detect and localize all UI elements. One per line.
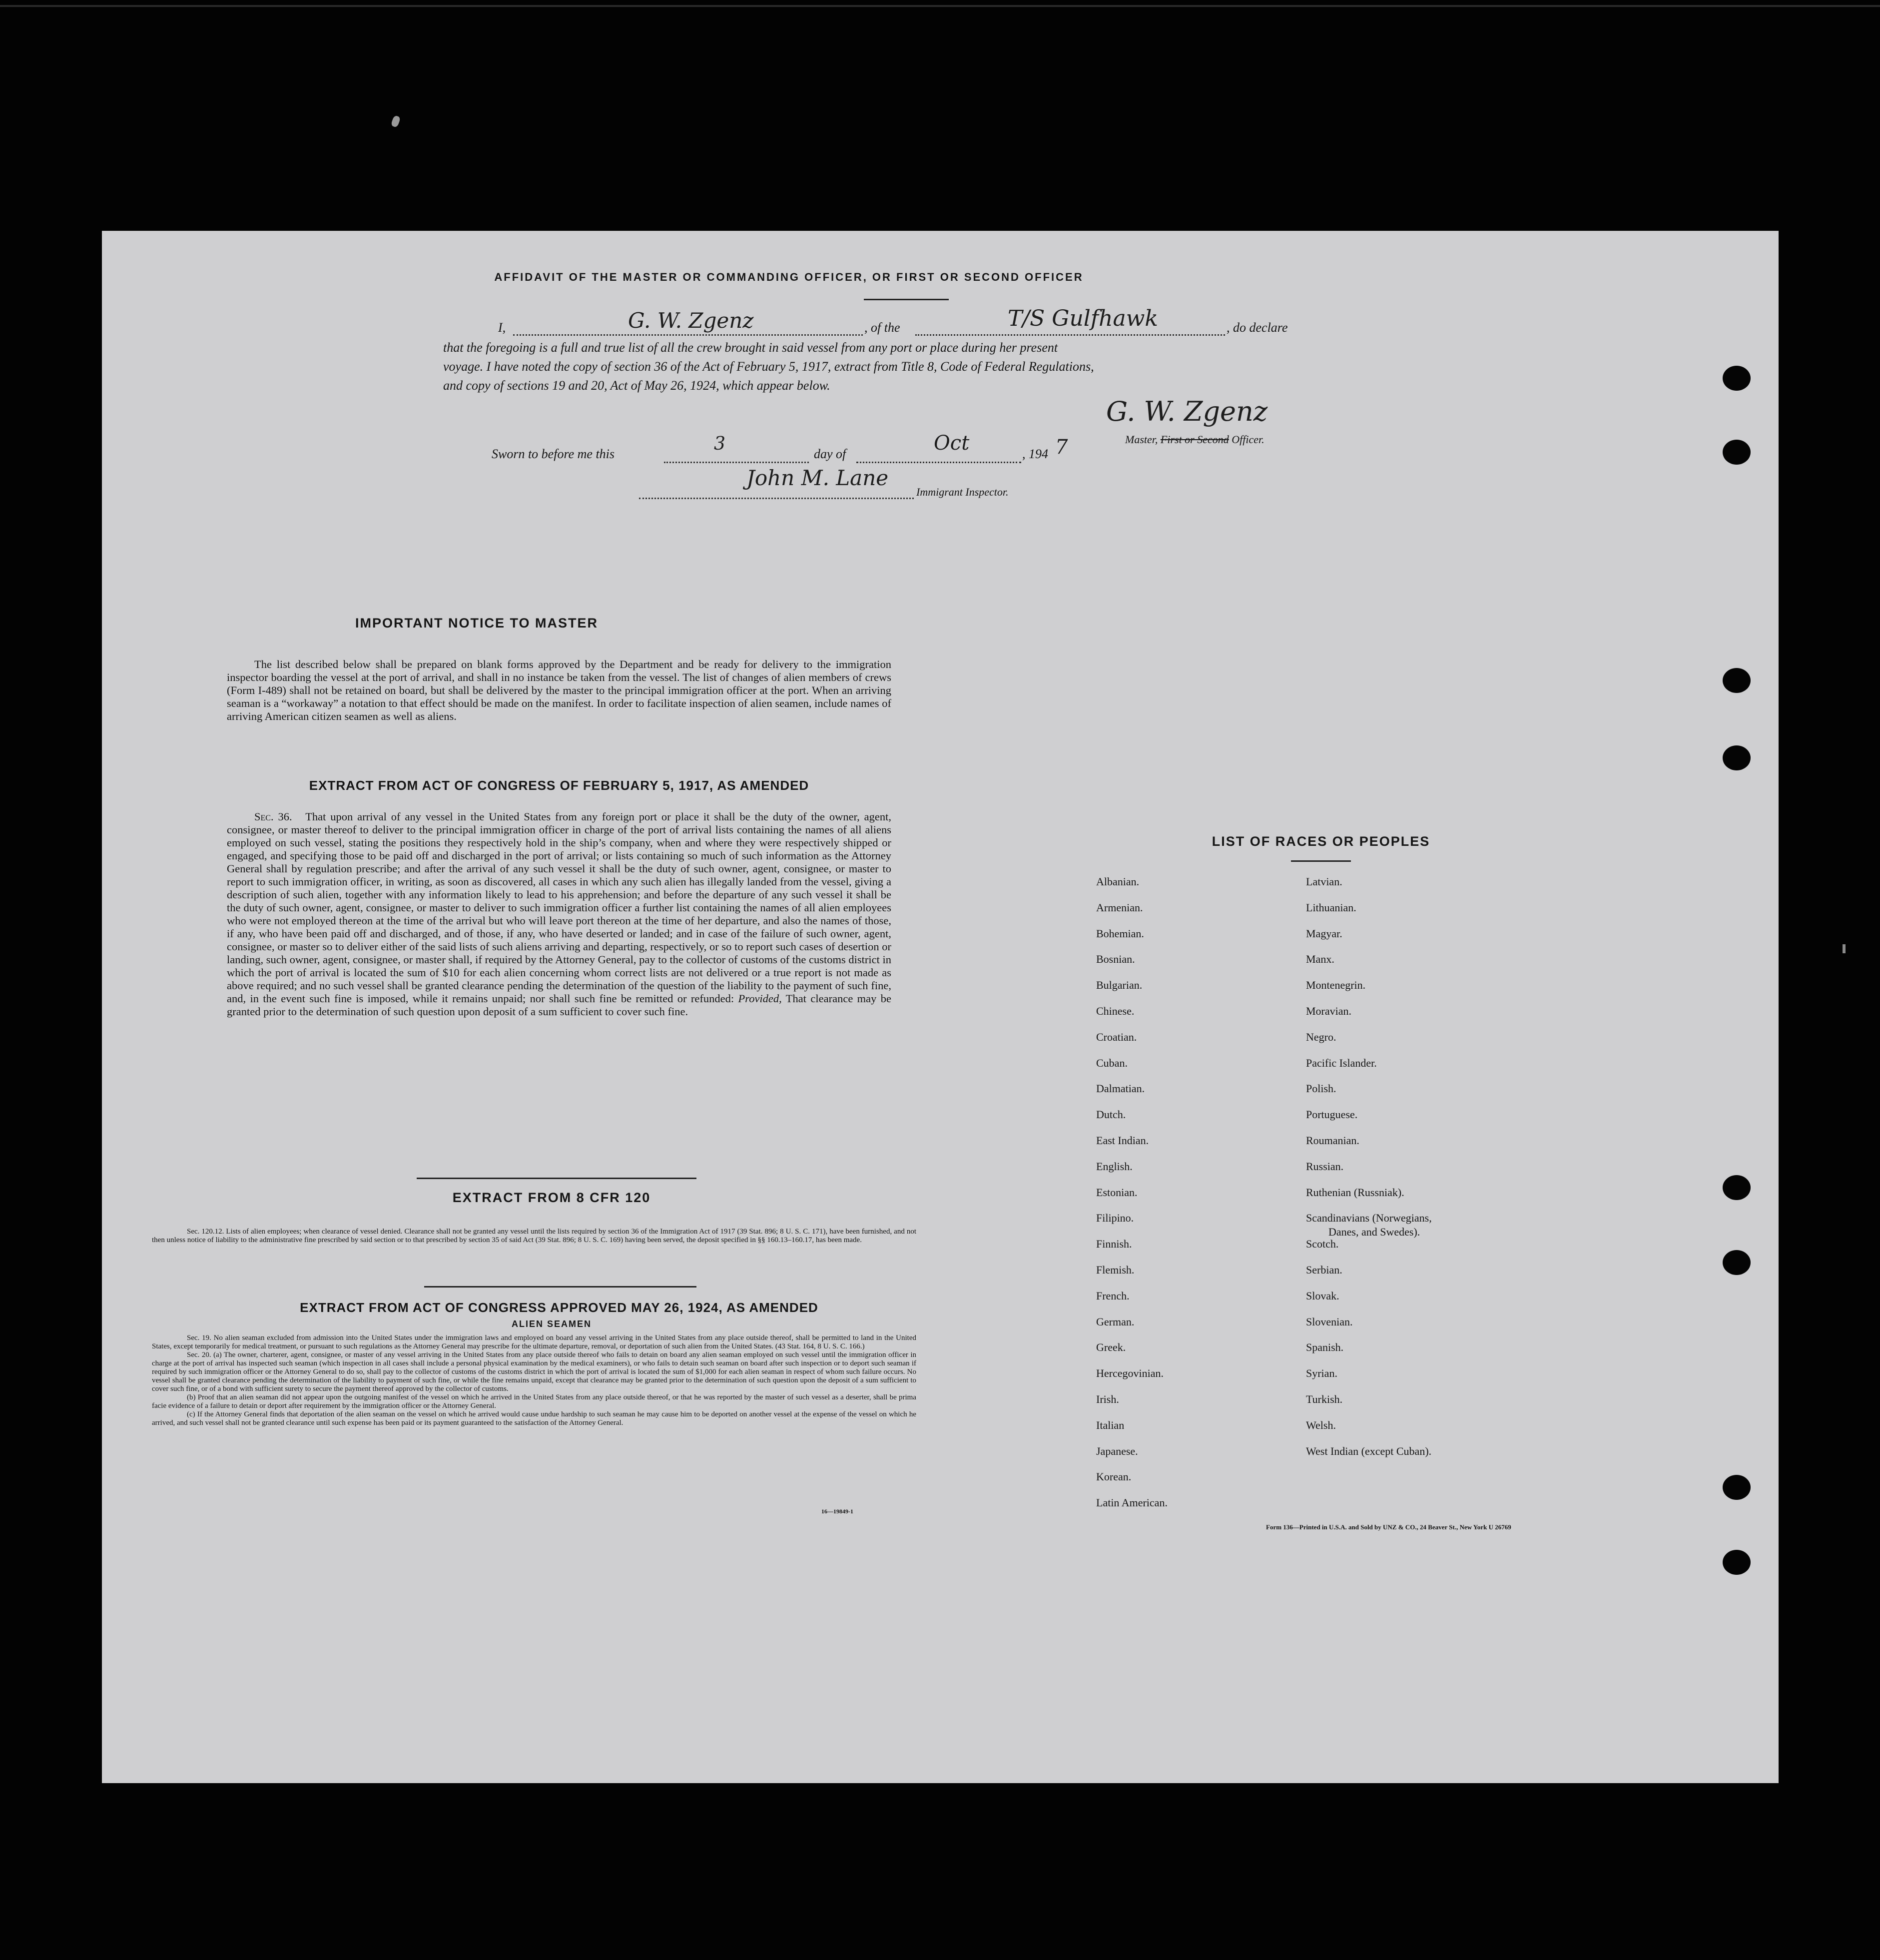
race-item: Armenian. [1096, 901, 1143, 914]
divider [1291, 860, 1351, 862]
race-item: Russian. [1306, 1160, 1344, 1173]
punch-hole [1723, 668, 1751, 693]
vessel-name-handwritten: T/S Gulfhawk [1008, 306, 1159, 331]
race-item: Turkish. [1306, 1393, 1343, 1405]
punch-hole [1723, 1175, 1751, 1200]
punch-hole [1723, 1250, 1751, 1275]
race-item: Syrian. [1306, 1367, 1337, 1379]
extract-1924-title: EXTRACT FROM ACT OF CONGRESS APPROVED MAY 26, 1924, AS AMENDED [300, 1300, 818, 1315]
race-item: Finnish. [1096, 1238, 1132, 1250]
race-item: Serbian. [1306, 1264, 1342, 1276]
race-item: Montenegrin. [1306, 979, 1366, 991]
print-code: 16—19849-1 [821, 1508, 853, 1515]
race-item: Bulgarian. [1096, 979, 1143, 991]
of-the-label: , of the [864, 320, 900, 335]
sworn-day: 3 [714, 434, 725, 454]
race-item: German. [1096, 1315, 1135, 1328]
sec-20c: (c) If the Attorney General finds that deportation of the alien seaman on the vessel on which he arrived would cause undue hardship to such seaman he may cause him to be deported on another vessel at the expense of the vessel on which he arrived, and such vessel shall not be granted clearance until such expense has been paid or its payment guaranteed to the satisfaction of the Attorney General. [152, 1410, 916, 1427]
race-item: Roumanian. [1306, 1134, 1359, 1147]
punch-hole [1723, 366, 1751, 391]
race-item: Estonian. [1096, 1186, 1138, 1199]
divider [417, 1178, 696, 1179]
extract-1917-text: Sec. 36. That upon arrival of any vessel in the United States from any foreign port or place it shall be the duty of the owner, agent, consignee, or master thereof to deliver to the principal immigration officer in charge of the port of arrival lists containing the names of all aliens employed on such vessel, stating the positions they respectively hold in the ship’s company, when and where they were respectively shipped or engaged, and specifying those to be paid off and discharged in the port of arrival; or lists containing so much of such information as the Attorney General shall by regulation prescribe; and after the arrival of any such vessel it shall be the duty of such owner, agent, consignee, or master to report to such immigration officer, in writing, as soon as discovered, all cases in which any such alien has illegally landed from the vessel, giving a description of such alien, together with any information likely to lead to his apprehension; and before the departure of any such vessel it shall be the duty of such owner, agent, consignee, or master to deliver to such immigration officer a further list containing the names of all alien employees who were not employed thereon at the time of the arrival but who will leave port thereon at the time of her departure, and also the names of those, if any, who have been paid off and discharged, and of those, if any, who have deserted or landed; and in case of the failure of such owner, agent, consignee, or master so to deliver either of the said lists of such aliens arriving and departing, respectively, or so to report such cases of desertion or landing, such owner, agent, consignee, or master shall, if required by the Attorney General, pay to the collector of customs of the customs district in which the port of arrival is located the sum of $10 for each alien concerning whom correct lists are not delivered or a true report is not made as above required; and no such vessel shall be granted clearance pending the determination of the question of the liability to the payment of such fine, and, in the event such fine is imposed, while it remains unpaid; nor shall such fine be remitted or refunded: Provided, That clearance may be granted prior to the determination of such question upon deposit of a sum sufficient to cover such fine. [227, 810, 892, 1018]
declaration-line: voyage. I have noted the copy of section 36 of the Act of February 5, 1917, extract from Title 8, Code of Federal Regulations, [443, 359, 1094, 374]
race-item: Ruthenian (Russniak). [1306, 1186, 1404, 1199]
scan-dust-speck [391, 115, 401, 127]
punch-hole [1723, 1475, 1751, 1500]
punch-hole [1723, 440, 1751, 465]
affidavit-title: AFFIDAVIT OF THE MASTER OR COMMANDING OFFICER, OR FIRST OR SECOND OFFICER [494, 271, 1084, 283]
race-item: Slovak. [1306, 1290, 1339, 1302]
divider [864, 299, 949, 300]
race-item: Bohemian. [1096, 927, 1144, 940]
race-item: Albanian. [1096, 875, 1140, 888]
inspector-signature: John M. Lane [746, 466, 889, 490]
declaration-line: that the foregoing is a full and true list of all the crew brought in said vessel from any port or place during her present [443, 340, 1058, 355]
race-item: Lithuanian. [1306, 901, 1356, 914]
notice-title: IMPORTANT NOTICE TO MASTER [355, 616, 598, 631]
notice-text: The list described below shall be prepared on blank forms approved by the Department and be ready for delivery to the immigration inspector boarding the vessel at the port of arrival, and shall in no instance be taken from the vessel. The list of changes of alien members of crews (Form I-489) shall not be retained on board, but shall be delivered by the master to the principal immigration officer at the port. When an arriving seaman is a “workaway” a notation to that effect should be made on the manifest. In order to facilitate inspection of alien seamen, include names of arriving American citizen seamen as well as aliens. [227, 658, 891, 722]
master-signature: G. W. Zgenz [1106, 396, 1268, 427]
sec-20b: (b) Proof that an alien seaman did not appear upon the outgoing manifest of the vessel on which he arrived in the United States from any place outside thereof, or that he was reported by the master of such vessel as a deserter, shall be prima facie evidence of a failure to detain or deport after requirement by the immigration officer or the Attorney General. [152, 1393, 916, 1410]
race-item: Welsh. [1306, 1419, 1336, 1431]
race-item: Manx. [1306, 953, 1334, 965]
race-item: Spanish. [1306, 1341, 1344, 1353]
officer-name-signature: G. W. Zgenz [628, 308, 754, 333]
race-item: Cuban. [1096, 1057, 1128, 1069]
race-item: Chinese. [1096, 1005, 1135, 1017]
extract-cfr-title: EXTRACT FROM 8 CFR 120 [452, 1190, 651, 1205]
race-item: Japanese. [1096, 1445, 1138, 1457]
race-item: Filipino. [1096, 1212, 1134, 1224]
master-signature-caption: Master, First or Second Officer. [1125, 433, 1264, 446]
day-line [664, 448, 809, 463]
race-item: Latvian. [1306, 875, 1342, 888]
race-item: Bosnian. [1096, 953, 1135, 965]
race-item: Polish. [1306, 1082, 1336, 1095]
race-item: Negro. [1306, 1031, 1336, 1043]
race-item: Hercegovinian. [1096, 1367, 1164, 1379]
race-item: Danes, and Swedes). [1328, 1226, 1420, 1238]
races-right-column [1306, 875, 1606, 1525]
race-item: Italian [1096, 1419, 1125, 1431]
extract-1924-text [152, 1334, 916, 1427]
race-item: Dutch. [1096, 1108, 1126, 1121]
race-item: Portuguese. [1306, 1108, 1358, 1121]
inspector-caption: Immigrant Inspector. [916, 486, 1009, 498]
affidavit-i-label: I, [498, 320, 506, 335]
race-item: West Indian (except Cuban). [1306, 1445, 1432, 1457]
scan-dust-speck [1843, 944, 1846, 953]
declaration-line: and copy of sections 19 and 20, Act of May 26, 1924, which appear below. [443, 378, 830, 393]
sworn-line: Sworn to before me this 3 day of Oct , 194 7 [492, 447, 1191, 477]
divider [424, 1286, 696, 1288]
race-item: Scandinavians (Norwegians, [1306, 1212, 1432, 1224]
race-item: Magyar. [1306, 927, 1342, 940]
affidavit-declaration [443, 306, 1482, 395]
sworn-year: 7 [1055, 436, 1068, 459]
punch-hole [1723, 1550, 1751, 1575]
document-page [102, 231, 1779, 1783]
extract-1924-subtitle: ALIEN SEAMEN [511, 1319, 592, 1329]
race-item: Greek. [1096, 1341, 1126, 1353]
race-item: East Indian. [1096, 1134, 1149, 1147]
scan-top-edge [0, 5, 1880, 7]
sworn-month: Oct [934, 432, 970, 455]
race-item: Scotch. [1306, 1238, 1339, 1250]
punch-hole [1723, 745, 1751, 770]
form-footer: Form 136—Printed in U.S.A. and Sold by UNZ & CO., 24 Beaver St., New York U 26769 [1266, 1523, 1511, 1531]
race-item: Flemish. [1096, 1264, 1135, 1276]
extract-1917-title: EXTRACT FROM ACT OF CONGRESS OF FEBRUARY 5, 1917, AS AMENDED [309, 778, 809, 793]
race-item: Latin American. [1096, 1496, 1168, 1509]
race-item: French. [1096, 1290, 1130, 1302]
race-item: Korean. [1096, 1470, 1132, 1483]
race-item: Slovenian. [1306, 1315, 1353, 1328]
do-declare-label: , do declare [1227, 320, 1288, 335]
sec-19: Sec. 19. No alien seaman excluded from admission into the United States under the immigration laws and employed on board any vessel arriving in the United States from any place outside thereof, shall be permitted to land in the United States, except temporarily for medical treatment, or pursuant to such regulations as the Attorney General may prescribe for the ultimate departure, removal, or deportation of such alien from the United States. (43 Stat. 164, 8 U. S. C. 166.) [152, 1334, 916, 1350]
races-left-column [1096, 875, 1296, 1525]
race-item: Dalmatian. [1096, 1082, 1145, 1095]
races-title: LIST OF RACES OR PEOPLES [1212, 834, 1430, 849]
race-item: Irish. [1096, 1393, 1119, 1405]
race-item: English. [1096, 1160, 1133, 1173]
race-item: Pacific Islander. [1306, 1057, 1377, 1069]
sec-20a: Sec. 20. (a) The owner, charterer, agent, consignee, or master of any vessel arriving in the United States from any place outside thereof who fails to detain on board any alien seaman employed on such vessel until the immigration officer in charge at the port of arrival has inspected such seaman (which inspection in all cases shall include a personal physical examination by the medical examiners), or who fails to detain such seaman on board after such inspection or to deport such seaman if required by such immigration officer or the Attorney General to do so, shall pay to the collector of customs of the customs district in which the port of arrival is located the sum of $1,000 for each alien seaman in respect of whom such failure occurs. No vessel shall be granted clearance pending the determination of the liability to payment of such fine, or while the fine remains unpaid, except that clearance may be granted prior to the determination of such question upon the deposit of a sum sufficient to cover such fine, or of a bond with sufficient surety to secure the payment thereof approved by the collector of customs. [152, 1351, 916, 1393]
race-item: Moravian. [1306, 1005, 1352, 1017]
extract-cfr-text: Sec. 120.12. Lists of alien employees; when clearance of vessel denied. Clearance shall not be granted any vessel until the lists required by section 36 of the Immigration Act of 1917 (39 Stat. 896; 8 U. S. C. 171), have been furnished, and not then unless notice of liability to the administrative fine prescribed by said section or to that prescribed by section 35 of said Act (39 Stat. 896; 8 U. S. C. 169) having been served, the deposit specified in §§ 160.13–160.17, has been made. [152, 1228, 916, 1244]
race-item: Croatian. [1096, 1031, 1137, 1043]
